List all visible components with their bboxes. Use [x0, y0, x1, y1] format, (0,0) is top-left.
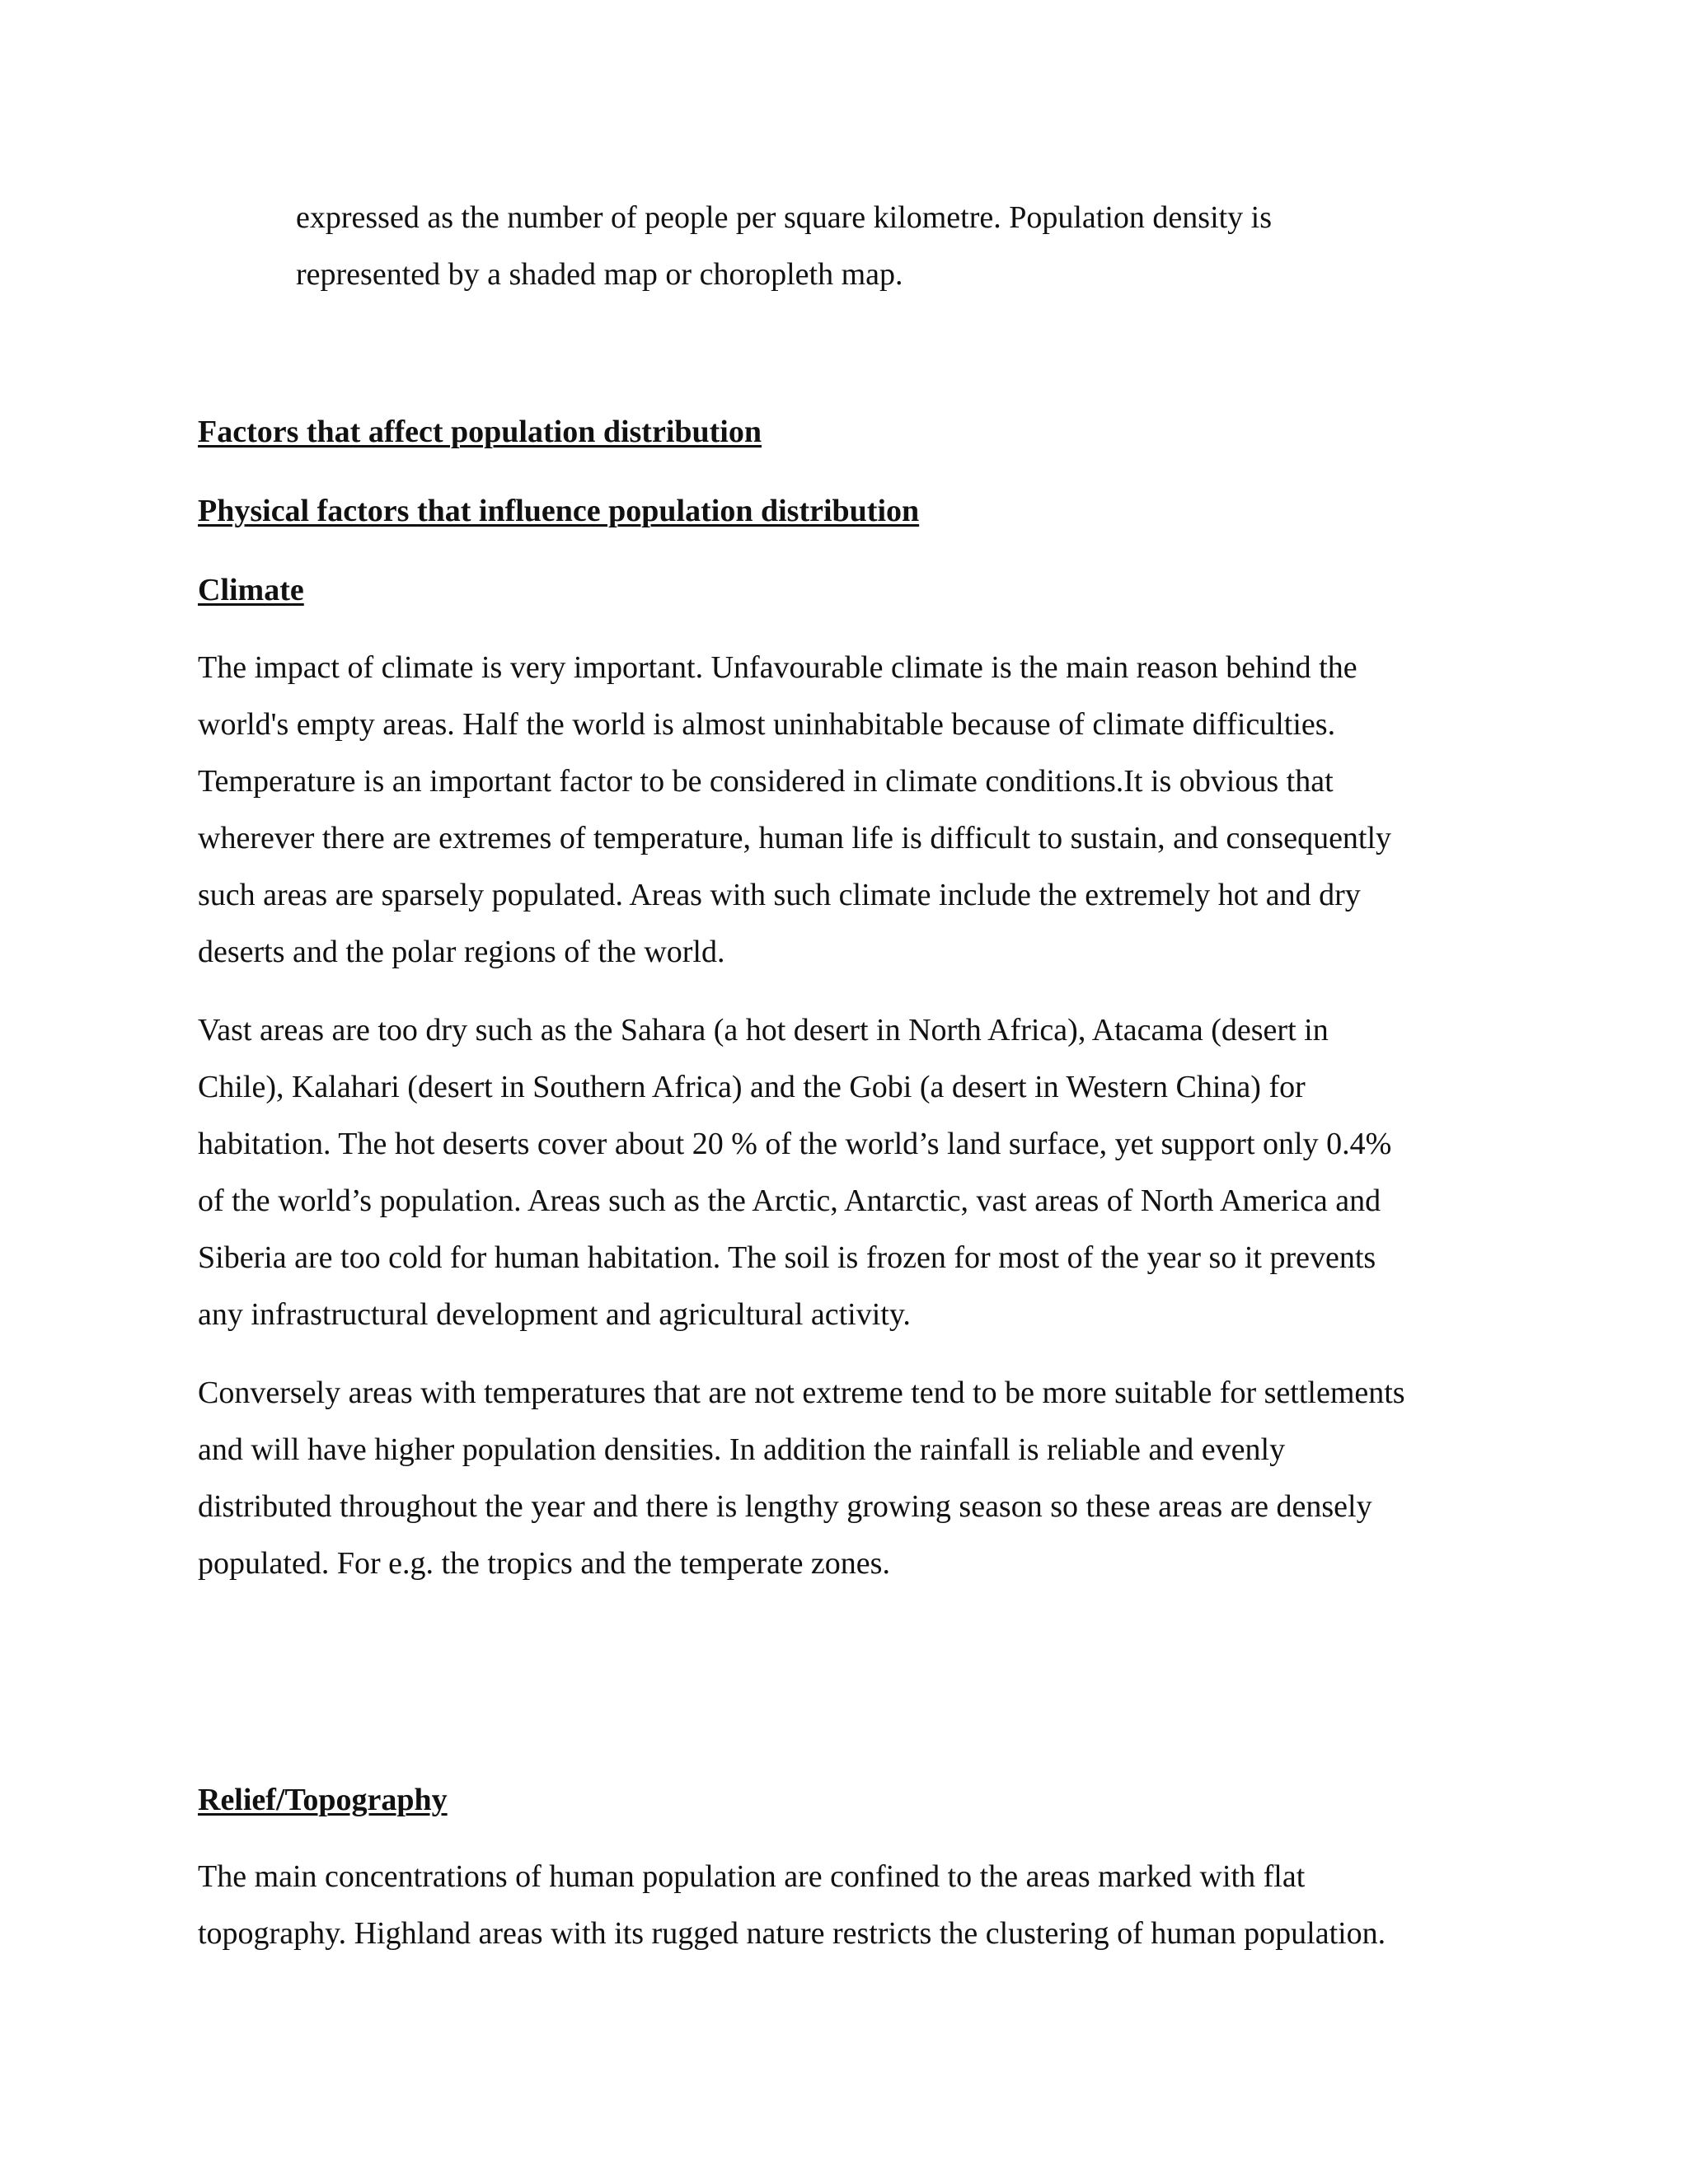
climate-paragraph-2 [198, 1002, 1391, 1343]
text-line: populated. For e.g. the tropics and the temperate zones. [198, 1546, 890, 1581]
text-line: Temperature is an important factor to be considered in climate conditions.It is obvious that [198, 764, 1334, 799]
intro-paragraph [296, 190, 1272, 303]
text-line: Conversely areas with temperatures that are not extreme tend to be more suitable for settlements [198, 1376, 1405, 1410]
heading-physical-factors: Physical factors that influence population distribution [198, 494, 920, 528]
text-line: The main concentrations of human population are confined to the areas marked with flat [198, 1859, 1306, 1894]
text-line: topography. Highland areas with its rugged nature restricts the clustering of human population. [198, 1916, 1386, 1951]
text-line: distributed throughout the year and there is lengthy growing season so these areas are densely [198, 1489, 1372, 1524]
text-line: expressed as the number of people per square kilometre. Population density is [296, 200, 1273, 235]
text-line: any infrastructural development and agricultural activity. [198, 1297, 911, 1332]
text-line: such areas are sparsely populated. Areas with such climate include the extremely hot and dry [198, 878, 1361, 912]
text-line: habitation. The hot deserts cover about 20 % of the world’s land surface, yet support only 0.4% [198, 1127, 1392, 1161]
text-line: deserts and the polar regions of the world. [198, 935, 725, 969]
text-line: Vast areas are too dry such as the Sahara (a hot desert in North Africa), Atacama (desert in [198, 1013, 1329, 1047]
text-line: The impact of climate is very important. Unfavourable climate is the main reason behind the [198, 650, 1357, 685]
text-line: wherever there are extremes of temperature, human life is difficult to sustain, and consequently [198, 821, 1392, 855]
heading-factors: Factors that affect population distribution [198, 415, 762, 449]
text-line: Chile), Kalahari (desert in Southern Africa) and the Gobi (a desert in Western China) for [198, 1070, 1306, 1104]
climate-paragraph-1 [198, 640, 1391, 981]
relief-paragraph-1 [198, 1849, 1386, 1962]
text-line: world's empty areas. Half the world is almost uninhabitable because of climate difficulties. [198, 707, 1336, 742]
climate-paragraph-3 [198, 1365, 1405, 1592]
text-line: represented by a shaded map or choropleth map. [296, 257, 903, 292]
text-line: and will have higher population densities. In addition the rainfall is reliable and evenly [198, 1432, 1286, 1467]
text-line: Siberia are too cold for human habitation. The soil is frozen for most of the year so it prevents [198, 1240, 1376, 1275]
text-line: of the world’s population. Areas such as the Arctic, Antarctic, vast areas of North America and [198, 1183, 1381, 1218]
heading-relief-topography: Relief/Topography [198, 1783, 448, 1817]
heading-climate: Climate [198, 573, 304, 607]
